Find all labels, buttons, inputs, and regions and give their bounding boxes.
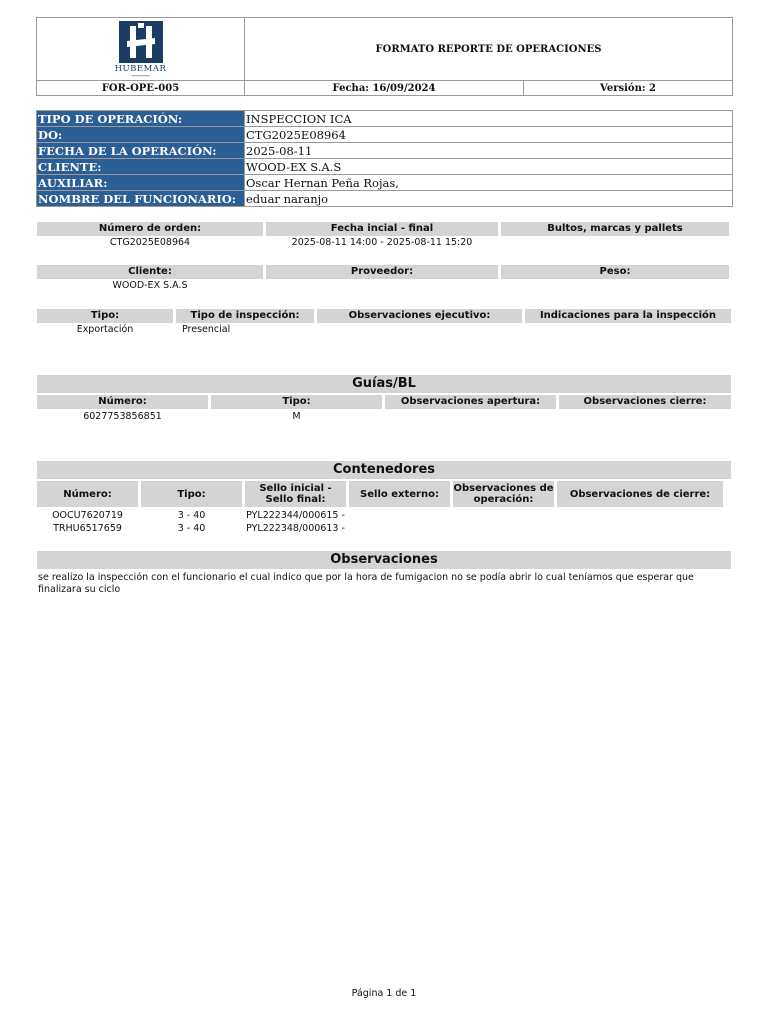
inspection-instructions-header: Indicaciones para la inspección <box>525 309 731 323</box>
table-row <box>37 509 731 522</box>
inspection-section <box>37 309 731 336</box>
packages-header: Bultos, marcas y pallets <box>501 222 729 236</box>
info-value: CTG2025E08964 <box>245 127 733 143</box>
company-logo <box>115 21 167 78</box>
info-label: DO: <box>37 127 245 143</box>
info-label: NOMBRE DEL FUNCIONARIO: <box>37 191 245 207</box>
operation-info-table <box>36 110 733 207</box>
order-number-value: CTG2025E08964 <box>109 237 191 248</box>
info-value: INSPECCION ICA <box>245 111 733 127</box>
info-row <box>37 191 733 207</box>
info-row <box>37 159 733 175</box>
logo-text: HUBEMAR <box>114 63 167 74</box>
executive-notes-value <box>317 323 522 336</box>
table-row <box>37 410 731 423</box>
container-type-value: 3 - 40 <box>177 510 206 521</box>
container-number-value: OOCU7620719 <box>52 510 123 521</box>
observations-title: Observaciones <box>37 551 731 569</box>
closing-notes-value <box>557 522 723 535</box>
opening-notes-header: Observaciones apertura: <box>385 395 556 409</box>
seal-range-header: Sello inicial - Sello final: <box>245 481 346 507</box>
supplier-value <box>266 279 498 292</box>
containers-section <box>37 461 731 535</box>
logo-tagline: ━━━━━━━━━━ <box>131 73 150 78</box>
seal-range-value: PYL222348/000613 - <box>246 523 345 534</box>
supplier-header: Proveedor: <box>266 265 498 279</box>
inspection-instructions-value <box>525 323 731 336</box>
info-value: 2025-08-11 <box>245 143 733 159</box>
page-number: Página 1 de 1 <box>351 988 417 999</box>
container-type-value: 3 - 40 <box>177 523 206 534</box>
packages-value <box>501 236 729 249</box>
closing-notes-value <box>557 509 723 522</box>
order-section <box>37 222 731 249</box>
logo-cell <box>37 18 245 81</box>
inspection-type-value: Presencial <box>182 324 231 335</box>
document-date: Fecha: 16/09/2024 <box>245 81 524 96</box>
guias-title: Guías/BL <box>37 375 731 393</box>
info-label: FECHA DE LA OPERACIÓN: <box>37 143 245 159</box>
document-version: Versión: 2 <box>524 81 733 96</box>
order-number-header: Número de orden: <box>37 222 263 236</box>
containers-title: Contenedores <box>37 461 731 479</box>
external-seal-header: Sello externo: <box>349 481 450 507</box>
closing-notes-header: Observaciones de cierre: <box>557 481 723 507</box>
table-row <box>37 522 731 535</box>
guia-number-value: 6027753856851 <box>83 411 162 422</box>
info-row <box>37 127 733 143</box>
observations-section <box>37 551 731 569</box>
seal-range-value: PYL222344/000615 - <box>246 510 345 521</box>
type-value: Exportación <box>76 324 134 335</box>
container-number-header: Número: <box>37 481 138 507</box>
date-range-header: Fecha incial - final <box>266 222 498 236</box>
info-label: CLIENTE: <box>37 159 245 175</box>
closing-notes-value <box>559 410 731 423</box>
date-range-value: 2025-08-11 14:00 - 2025-08-11 15:20 <box>291 237 473 248</box>
observations-text: se realizo la inspección con el funcionario el cual indico que por la hora de fumigacion no se podía abrir lo cual teníamos que esperar que finalizara su ciclo <box>38 572 694 595</box>
document-code: FOR-OPE-005 <box>37 81 245 96</box>
operation-notes-value <box>453 522 554 535</box>
info-row <box>37 175 733 191</box>
guia-number-header: Número: <box>37 395 208 409</box>
client-section <box>37 265 731 292</box>
info-label: TIPO DE OPERACIÓN: <box>37 111 245 127</box>
document-header <box>36 17 733 96</box>
guia-type-header: Tipo: <box>211 395 382 409</box>
client-header: Cliente: <box>37 265 263 279</box>
operation-notes-value <box>453 509 554 522</box>
guia-type-value: M <box>292 411 301 422</box>
opening-notes-value <box>385 410 556 423</box>
info-value: Oscar Hernan Peña Rojas, <box>245 175 733 191</box>
info-row <box>37 143 733 159</box>
client-value: WOOD-EX S.A.S <box>112 280 188 291</box>
info-value: eduar naranjo <box>245 191 733 207</box>
operation-notes-header: Observaciones de operación: <box>453 483 554 505</box>
inspection-type-header: Tipo de inspección: <box>176 309 314 323</box>
hubemar-logo-icon <box>119 21 163 63</box>
container-number-value: TRHU6517659 <box>53 523 122 534</box>
info-row <box>37 111 733 127</box>
info-label: AUXILIAR: <box>37 175 245 191</box>
guias-section <box>37 375 731 423</box>
info-value: WOOD-EX S.A.S <box>245 159 733 175</box>
container-type-header: Tipo: <box>141 481 242 507</box>
external-seal-value <box>349 522 450 535</box>
document-title: FORMATO REPORTE DE OPERACIONES <box>245 18 733 81</box>
weight-value <box>501 279 729 292</box>
type-header: Tipo: <box>37 309 173 323</box>
closing-notes-header: Observaciones cierre: <box>559 395 731 409</box>
external-seal-value <box>349 509 450 522</box>
executive-notes-header: Observaciones ejecutivo: <box>317 309 522 323</box>
weight-header: Peso: <box>501 265 729 279</box>
